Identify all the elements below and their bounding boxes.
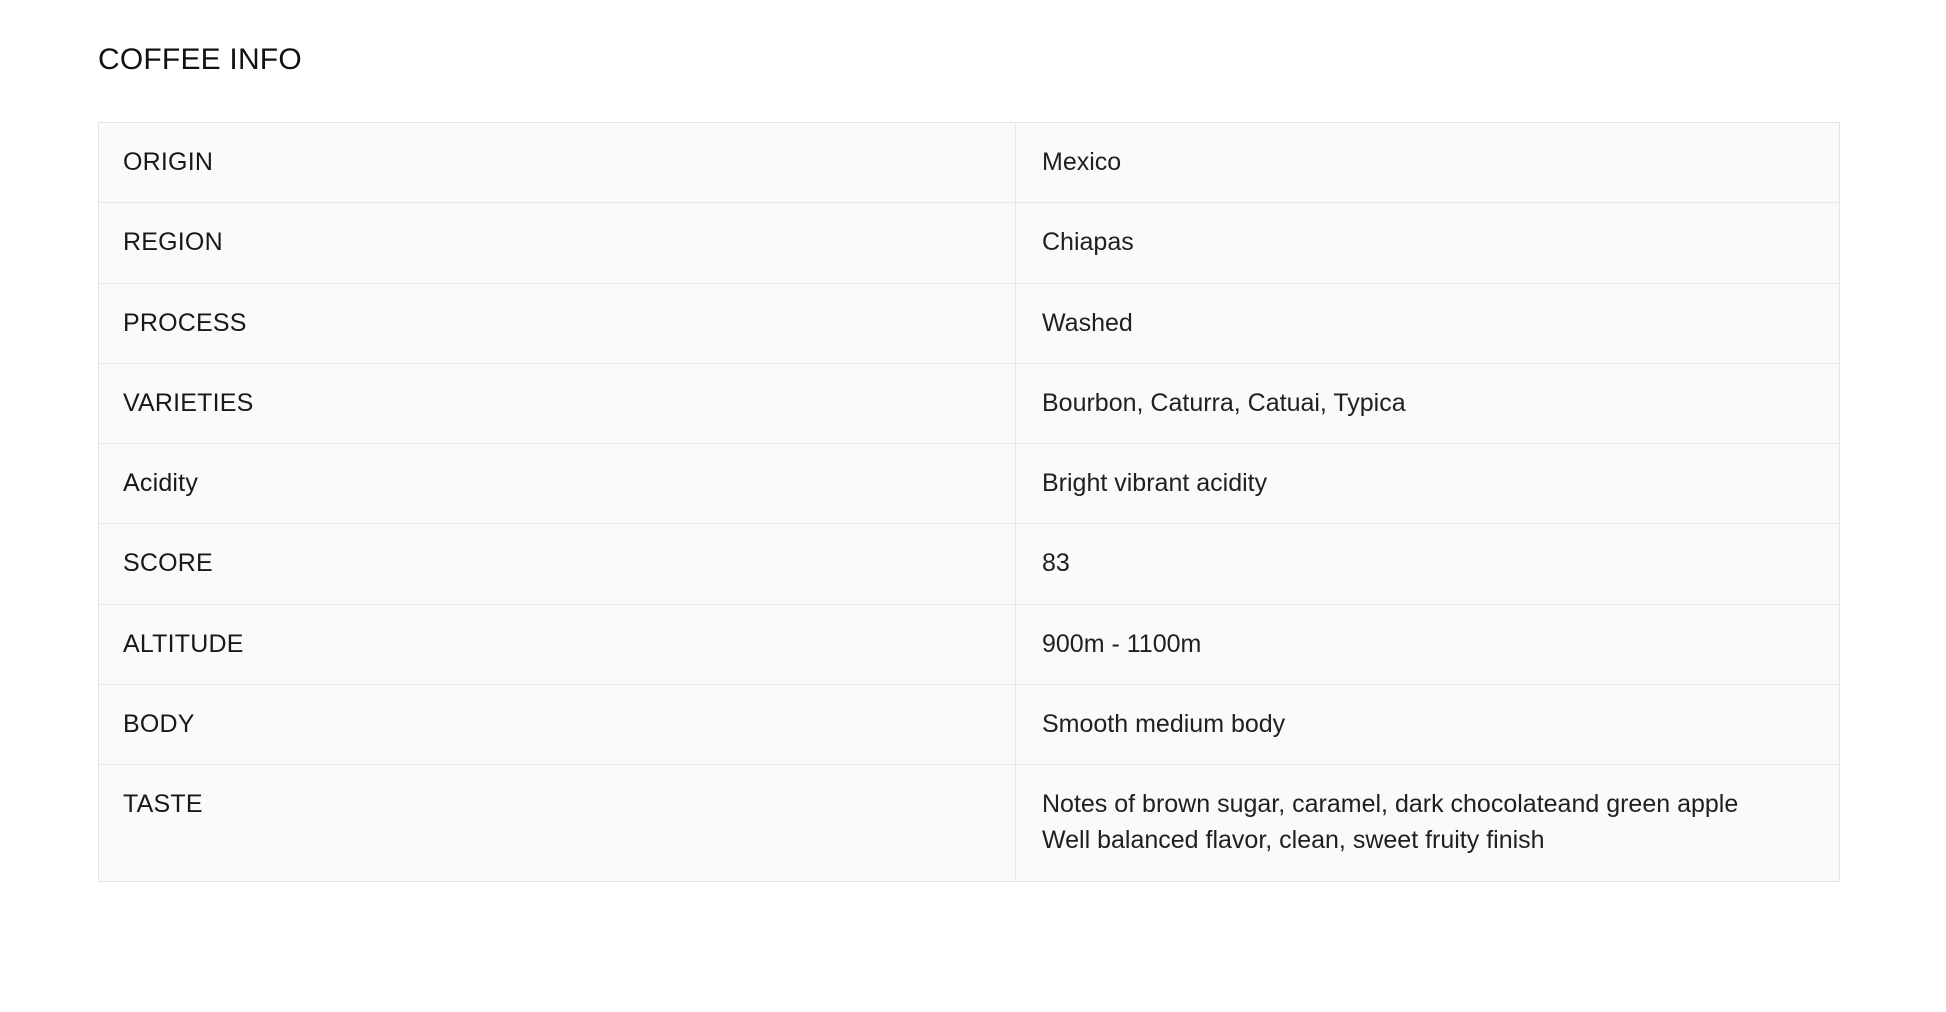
table-row [99, 363, 1840, 443]
row-value-line: Bourbon, Caturra, Catuai, Typica [1042, 388, 1406, 417]
row-value [1016, 444, 1840, 524]
table-row [99, 283, 1840, 363]
row-value [1016, 363, 1840, 443]
row-value [1016, 684, 1840, 764]
row-value-line: 83 [1042, 549, 1070, 578]
coffee-info-table [98, 122, 1840, 882]
table-body [99, 123, 1840, 882]
row-value [1016, 524, 1840, 604]
row-label: ORIGIN [99, 123, 1016, 203]
row-value [1016, 123, 1840, 203]
row-value-line: Washed [1042, 308, 1133, 337]
row-label: PROCESS [99, 283, 1016, 363]
row-value-line: Notes of brown sugar, caramel, dark chocolateand green apple [1042, 790, 1739, 818]
table-row [99, 604, 1840, 684]
table-row [99, 444, 1840, 524]
table-row [99, 524, 1840, 604]
table-row [99, 203, 1840, 283]
row-label: Acidity [99, 444, 1016, 524]
row-label: ALTITUDE [99, 604, 1016, 684]
row-label: TASTE [99, 765, 1016, 882]
row-value [1016, 604, 1840, 684]
row-label: SCORE [99, 524, 1016, 604]
row-value [1016, 283, 1840, 363]
row-value [1016, 765, 1840, 882]
table-row [99, 765, 1840, 882]
table-row [99, 684, 1840, 764]
row-label: VARIETIES [99, 363, 1016, 443]
row-value-line: Well balanced flavor, clean, sweet fruity finish [1042, 826, 1545, 855]
table-row [99, 123, 1840, 203]
row-value-line: Chiapas [1042, 228, 1134, 257]
row-value [1016, 203, 1840, 283]
row-value-line: 900m - 1100m [1042, 629, 1202, 658]
row-label: REGION [99, 203, 1016, 283]
row-value-line: Mexico [1042, 148, 1122, 176]
row-label: BODY [99, 684, 1016, 764]
row-value-line: Smooth medium body [1042, 709, 1286, 738]
row-value-line: Bright vibrant acidity [1042, 469, 1268, 497]
page-title: COFFEE INFO [98, 43, 302, 76]
